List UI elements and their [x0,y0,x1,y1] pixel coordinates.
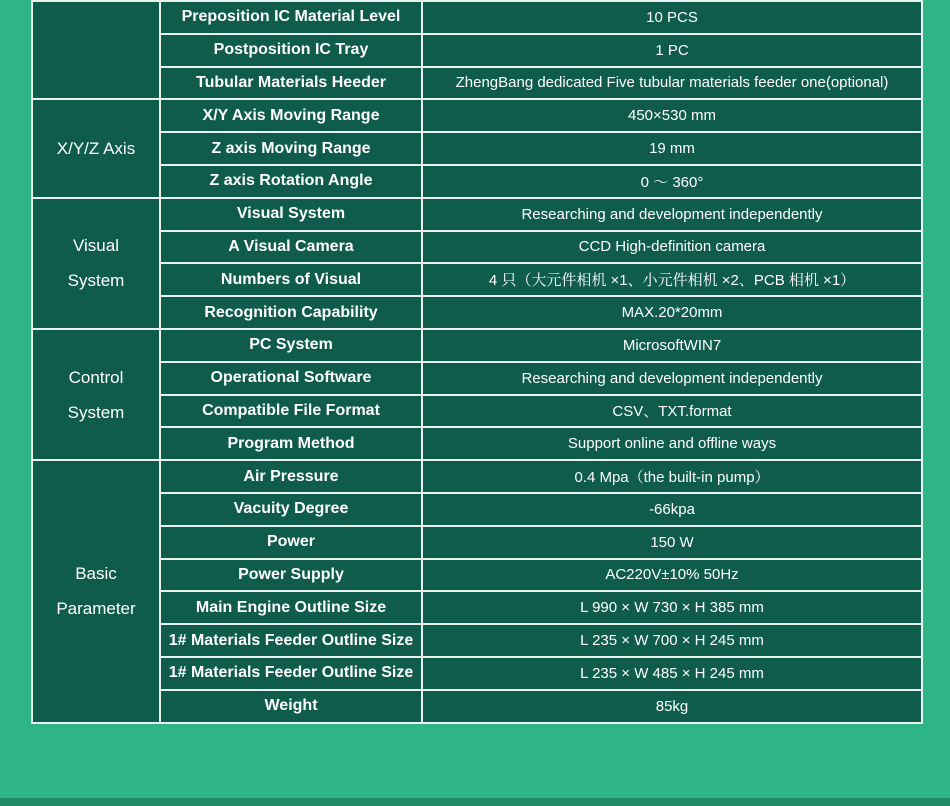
table-row [32,559,922,592]
category-cell-visual-system [32,198,160,329]
table-row [32,67,922,100]
spec-table-body [32,1,922,723]
category-cell-xyz-axis [32,99,160,197]
footer-band [0,798,950,806]
table-row [32,1,922,34]
table-row [32,99,922,132]
param-cell: Weight [160,690,422,723]
param-cell: Program Method [160,427,422,460]
category-label: Visual [73,236,119,256]
table-row [32,165,922,198]
param-cell: Air Pressure [160,460,422,493]
table-row [32,329,922,362]
param-cell: Compatible File Format [160,395,422,428]
category-label: System [67,402,125,422]
param-cell: Tubular Materials Heeder [160,67,422,100]
category-label: Control [68,367,124,387]
table-row [32,460,922,493]
table-row [32,591,922,624]
param-cell: Z axis Rotation Angle [160,165,422,198]
param-cell: 1# Materials Feeder Outline Size [160,624,422,657]
category-label: Parameter [56,599,136,619]
category-cell-control-system [32,329,160,460]
value-cell: 4 只（大元件相机 ×1、小元件相机 ×2、PCB 相机 ×1） [422,263,922,296]
value-cell: L 990 × W 730 × H 385 mm [422,591,922,624]
table-row [32,427,922,460]
table-row [32,690,922,723]
table-row [32,132,922,165]
value-cell: 1 PC [422,34,922,67]
param-cell: Main Engine Outline Size [160,591,422,624]
value-cell: 19 mm [422,132,922,165]
category-label: Basic [75,564,117,584]
value-cell: 150 W [422,526,922,559]
table-row [32,263,922,296]
value-cell: AC220V±10% 50Hz [422,559,922,592]
value-cell: MAX.20*20mm [422,296,922,329]
value-cell: MicrosoftWIN7 [422,329,922,362]
table-row [32,198,922,231]
value-cell: -66kpa [422,493,922,526]
param-cell: PC System [160,329,422,362]
value-cell: 85kg [422,690,922,723]
value-cell: L 235 × W 485 × H 245 mm [422,657,922,690]
category-cell [32,1,160,99]
param-cell: Numbers of Visual [160,263,422,296]
value-cell: 0.4 Mpa（the built-in pump） [422,460,922,493]
table-row [32,362,922,395]
table-row [32,34,922,67]
table-row [32,526,922,559]
value-cell: Researching and development independently [422,362,922,395]
param-cell: X/Y Axis Moving Range [160,99,422,132]
category-label: System [67,271,125,291]
category-label: X/Y/Z Axis [56,139,136,159]
table-row [32,296,922,329]
table-row [32,624,922,657]
value-cell: 0 ～ 360° [422,165,922,198]
value-cell: CCD High-definition camera [422,231,922,264]
value-cell: 10 PCS [422,1,922,34]
table-row [32,231,922,264]
param-cell: Power [160,526,422,559]
param-cell: Operational Software [160,362,422,395]
value-cell: Researching and development independently [422,198,922,231]
table-row [32,493,922,526]
param-cell: Recognition Capability [160,296,422,329]
value-cell: L 235 × W 700 × H 245 mm [422,624,922,657]
table-row [32,657,922,690]
param-cell: Preposition IC Material Level [160,1,422,34]
spec-table [31,0,923,724]
param-cell: Z axis Moving Range [160,132,422,165]
param-cell: Visual System [160,198,422,231]
category-cell-basic-parameter [32,460,160,722]
param-cell: A Visual Camera [160,231,422,264]
value-cell: ZhengBang dedicated Five tubular materials feeder one(optional) [422,67,922,100]
value-cell: Support online and offline ways [422,427,922,460]
param-cell: Vacuity Degree [160,493,422,526]
param-cell: 1# Materials Feeder Outline Size [160,657,422,690]
value-cell: CSV、TXT.format [422,395,922,428]
param-cell: Power Supply [160,559,422,592]
table-row [32,395,922,428]
param-cell: Postposition IC Tray [160,34,422,67]
value-cell: 450×530 mm [422,99,922,132]
